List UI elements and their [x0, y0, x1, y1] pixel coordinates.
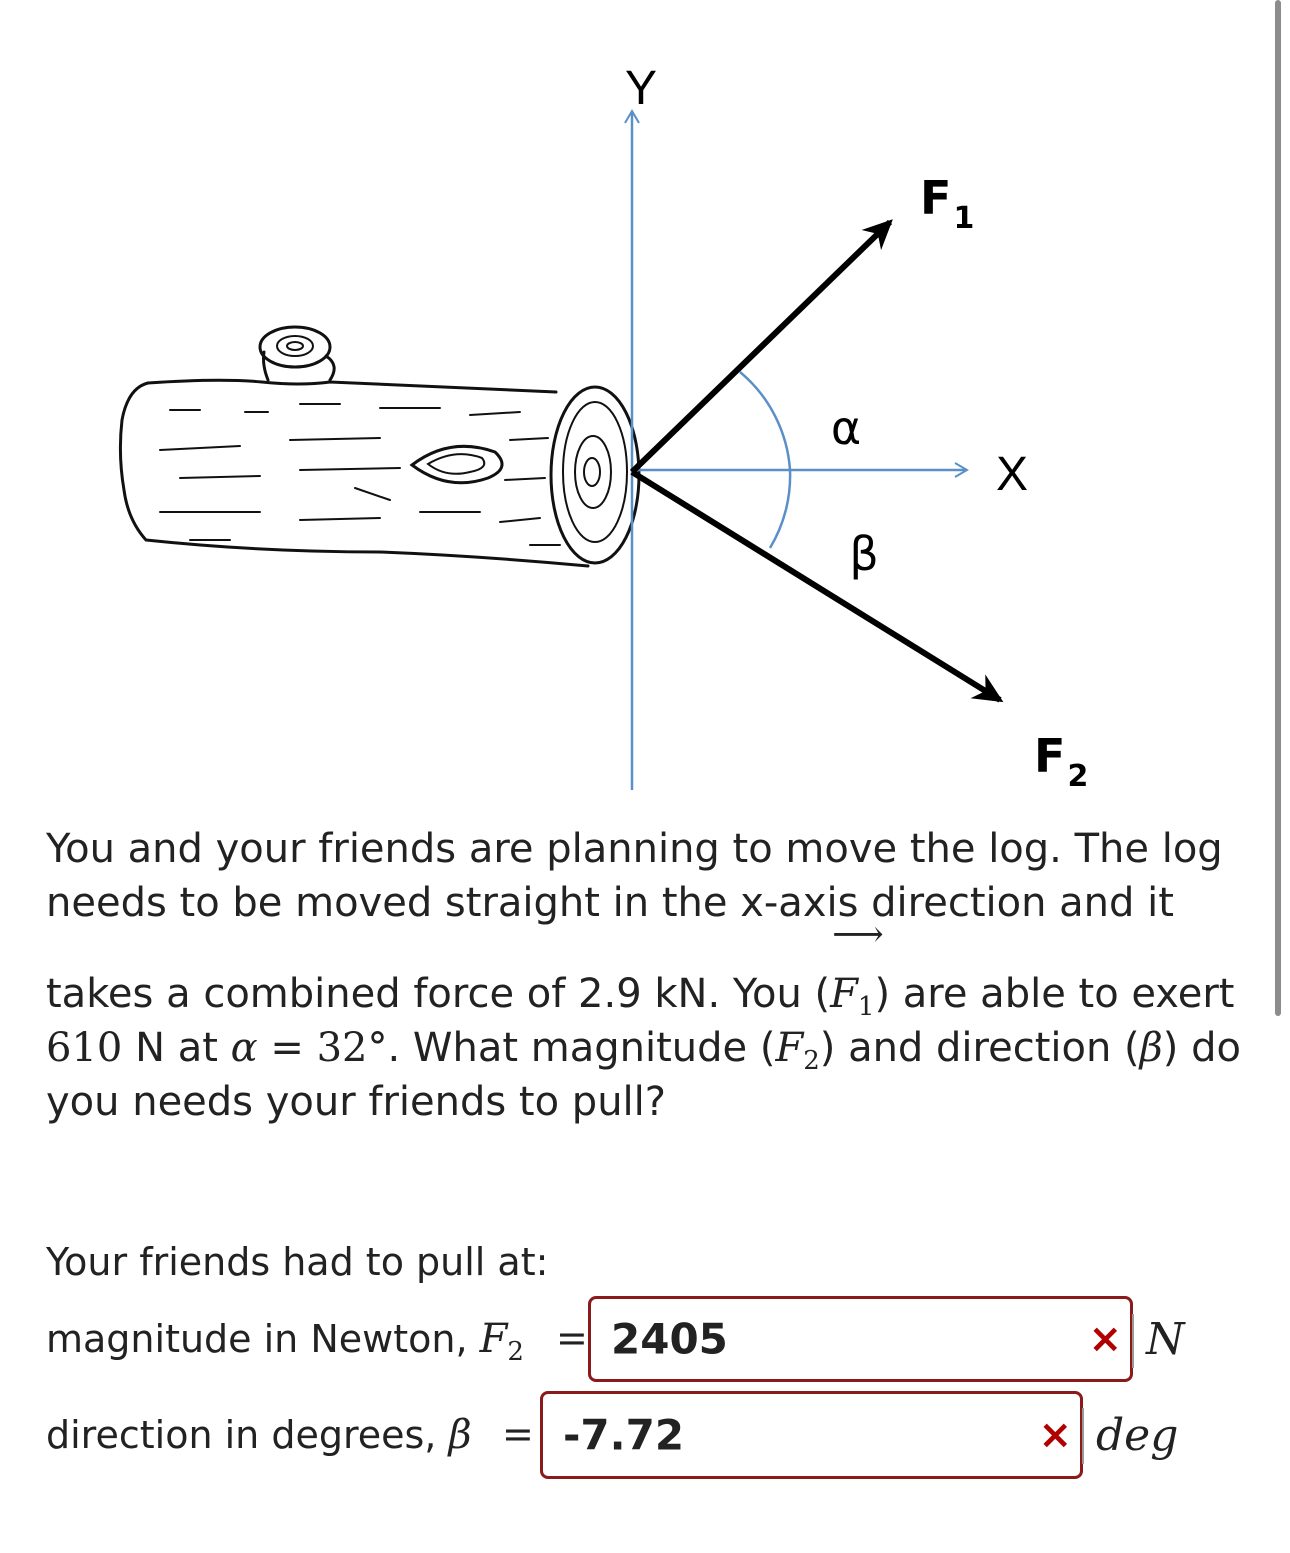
- f1-label: $F_1$: [920, 171, 975, 236]
- magnitude-equals: =: [556, 1316, 588, 1360]
- problem-line-1: You and your friends are planning to move the log. The log: [46, 826, 1223, 872]
- incorrect-icon: ×: [1038, 1412, 1072, 1458]
- f2-arrow: [632, 472, 1000, 700]
- problem-line-3: takes a combined force of 2.9 kN. You ( ⟶ $F_1$) are able to exert: [46, 914, 1235, 1022]
- scrollbar-thumb[interactable]: [1275, 0, 1281, 1016]
- answers-heading: Your friends had to pull at:: [46, 1240, 549, 1284]
- direction-label: direction in degrees, β: [46, 1412, 472, 1458]
- direction-value: -7.72: [563, 1410, 685, 1460]
- beta-label: β: [849, 527, 879, 581]
- y-axis-label: Y: [624, 62, 658, 115]
- log-illustration: [120, 327, 639, 566]
- magnitude-unit: N: [1146, 1314, 1185, 1365]
- problem-line-2: needs to be moved straight in the x-axis direction and it: [46, 880, 1174, 926]
- f2-label: $F_2$: [1034, 729, 1089, 794]
- direction-unit-divider: [1082, 1408, 1084, 1464]
- incorrect-icon: ×: [1088, 1316, 1122, 1362]
- beta-arc: [770, 470, 790, 548]
- magnitude-value: 2405: [611, 1314, 728, 1364]
- alpha-label: α: [830, 401, 862, 455]
- problem-line-4: 610 N at α = 32°. What magnitude $(F_2)$ and direction (β) do: [46, 1025, 1241, 1076]
- direction-equals: =: [502, 1412, 534, 1456]
- direction-unit: deg: [1096, 1410, 1179, 1461]
- magnitude-unit-divider: [1132, 1314, 1134, 1368]
- f1-vector: ⟶ $F_1$: [830, 914, 884, 1022]
- direction-input[interactable]: [540, 1391, 1083, 1479]
- magnitude-label: magnitude in Newton, $F_2$: [46, 1316, 524, 1367]
- magnitude-input[interactable]: [588, 1296, 1133, 1382]
- x-axis-label: X: [995, 448, 1029, 501]
- problem-line-5: you needs your friends to pull?: [46, 1079, 666, 1125]
- alpha-arc: [740, 372, 790, 470]
